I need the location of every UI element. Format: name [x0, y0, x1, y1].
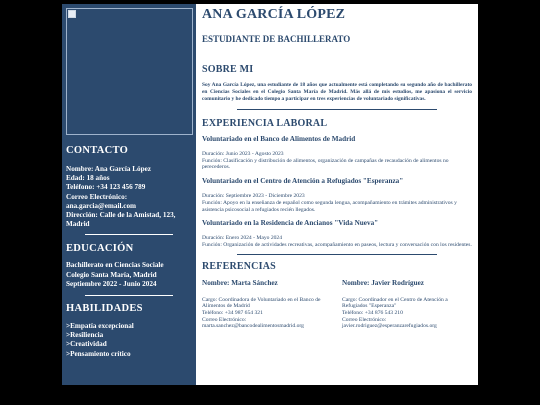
main-content: [196, 4, 478, 385]
reference-email-label: Correo Electrónico:: [202, 316, 247, 323]
education-school: Colegio Santa María, Madrid: [66, 270, 157, 279]
skill-item: >Resiliencia: [66, 331, 104, 340]
candidate-subtitle: ESTUDIANTE DE BACHILLERATO: [202, 34, 351, 44]
reference-role: Cargo: Coordinadora de Voluntariado en el Banco de Alimentos de Madrid: [202, 296, 321, 310]
contact-address: Dirección: Calle de la Amistad, 123,: [66, 211, 176, 220]
reference-card: [202, 279, 330, 331]
contact-email: ana.garcia@email.com: [66, 201, 137, 210]
job-entry: [202, 219, 472, 248]
education-dates: Septiembre 2022 - Junio 2024: [66, 279, 157, 288]
contact-heading: CONTACTO: [66, 145, 129, 156]
about-text: Soy Ana García López, una estudiante de 18 años que actualmente está completando su segundo año de bachillerato en Ciencias Sociales en el Colegio Santa María de Madrid. Más allá de mis estudios, me apasiona el servicio comunitario y he dedicado tiempo a participar en tres experiencias de voluntariado significativas.: [202, 82, 472, 102]
candidate-name: ANA GARCÍA LÓPEZ: [202, 7, 346, 22]
reference-phone: Teléfono: +34 876 543 210: [342, 310, 403, 317]
reference-email-label: Correo Electrónico:: [342, 316, 387, 323]
references-heading: REFERENCIAS: [202, 260, 276, 272]
skill-item: >Pensamiento crítico: [66, 349, 131, 358]
job-title: Voluntariado en el Banco de Alimentos de Madrid: [202, 135, 356, 143]
job-function: Función: Organización de actividades recreativas, acompañamiento en paseos, lectura y conversación con los residentes.: [202, 241, 472, 248]
contact-age: Edad: 18 años: [66, 174, 110, 183]
job-duration: Duración: Enero 2024 - Mayo 2024: [202, 235, 283, 242]
profile-photo: [66, 8, 193, 135]
job-entry: [202, 135, 472, 171]
about-heading: SOBRE MI: [202, 64, 254, 75]
reference-phone: Teléfono: +34 987 654 321: [202, 310, 263, 317]
contact-phone: Teléfono: +34 123 456 789: [66, 183, 146, 192]
references-list: [202, 279, 472, 331]
skills-heading: HABILIDADES: [66, 303, 143, 315]
job-duration: Duración: Septiembre 2023 - Diciembre 2023: [202, 193, 305, 200]
reference-name: Nombre: Javier Rodríguez: [342, 278, 424, 287]
reference-role: Cargo: Coordinador en el Centro de Atención a Refugiados "Esperanza": [342, 296, 448, 310]
sidebar: [62, 4, 196, 385]
job-title: Voluntariado en la Residencia de Ancianos "Vida Nueva": [202, 219, 379, 228]
job-function: Función: Clasificación y distribución de alimentos, organización de campañas de recaudación de alimentos no perecederos.: [202, 157, 449, 171]
reference-email: marta.sanchez@bancodealimentosmadrid.org: [202, 323, 304, 330]
job-title: Voluntariado en el Centro de Atención a Refugiados "Esperanza": [202, 177, 404, 186]
skill-item: >Creatividad: [66, 340, 107, 349]
contact-email-label: Correo Electrónico:: [66, 192, 128, 201]
experience-heading: EXPERIENCIA LABORAL: [202, 118, 328, 129]
education-info: [66, 261, 192, 289]
broken-image-icon: [68, 10, 76, 18]
skills-list: [66, 322, 192, 359]
skill-item: >Empatía excepcional: [66, 322, 134, 331]
job-duration: Duración: Junio 2023 - Agosto 2023: [202, 151, 284, 157]
resume-page: [62, 4, 478, 385]
reference-card: [342, 279, 470, 331]
job-entry: [202, 177, 472, 213]
job-function: Función: Apoyo en la enseñanza de español como segunda lengua, acompañamiento en trámites administrativos y asistencia psicosocial a refugiados recién llegados.: [202, 199, 457, 213]
contact-name: Nombre: Ana García López: [66, 165, 151, 173]
contact-city: Madrid: [66, 220, 90, 229]
reference-name: Nombre: Marta Sánchez: [202, 278, 278, 287]
education-heading: EDUCACIÓN: [66, 243, 134, 255]
reference-email: javier.rodriguez@esperanzarefugiados.org: [342, 323, 437, 330]
education-degree: Bachillerato en Ciencias Sociale: [66, 261, 164, 270]
contact-info: [66, 165, 192, 229]
